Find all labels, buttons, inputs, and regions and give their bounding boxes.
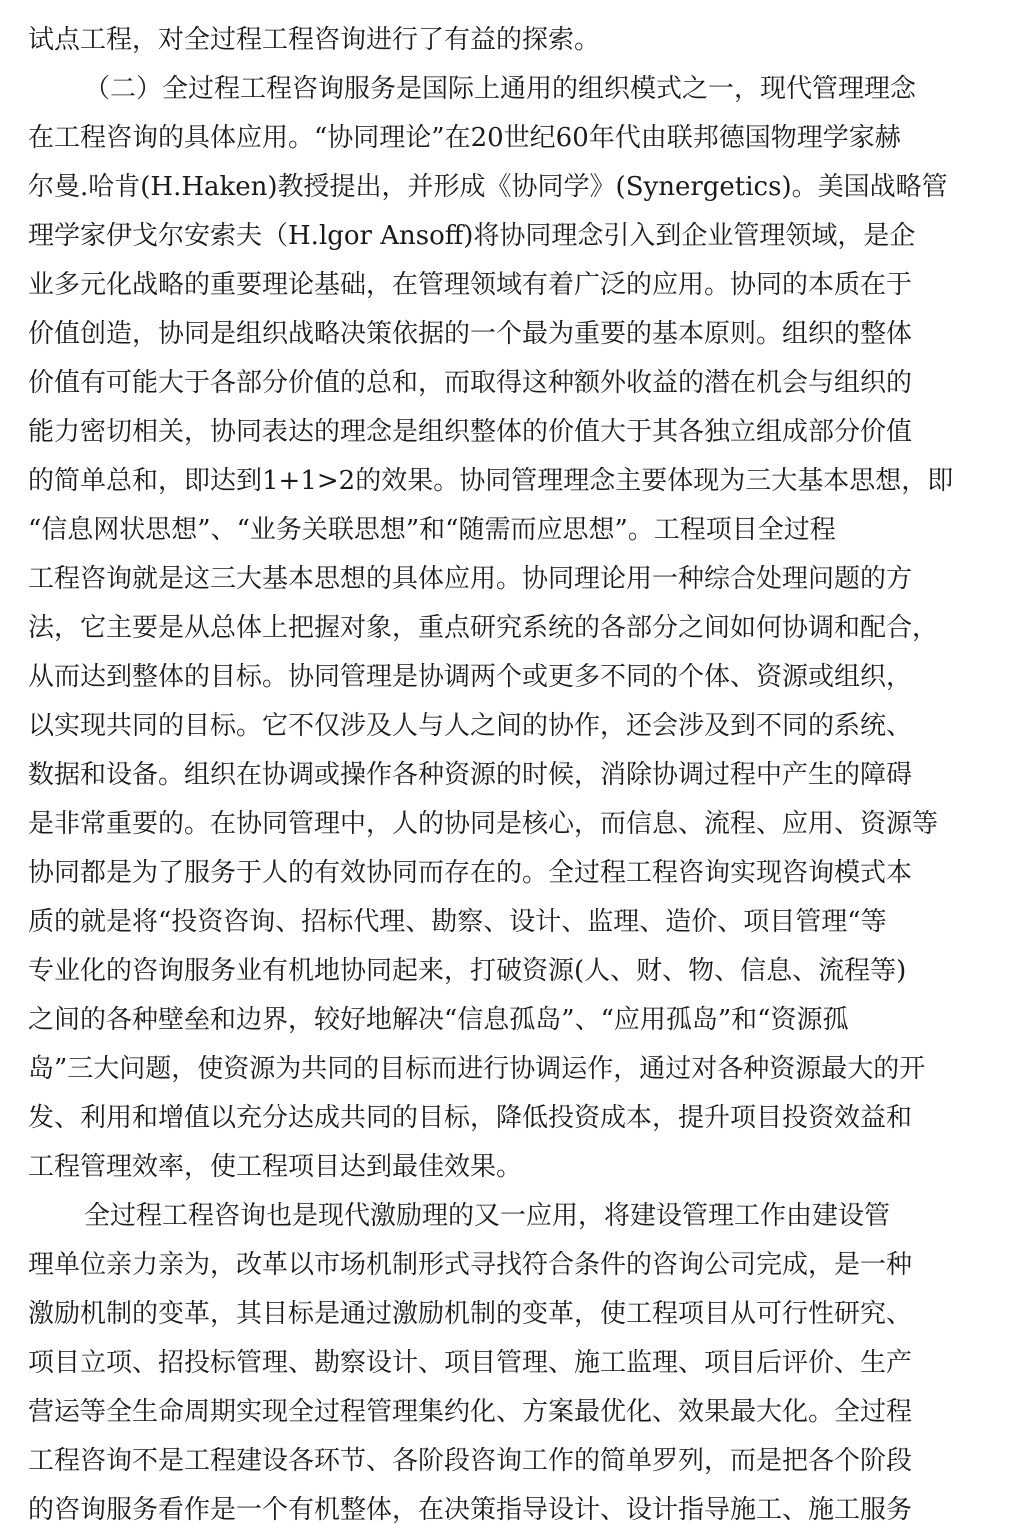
text-line: 试点工程，对全过程工程咨询进行了有益的探索。 [28,25,601,55]
text-line: 的简单总和，即达到1+1>2的效果。协同管理理念主要体现为三大基本思想，即 [28,466,954,496]
text-line: 理学家伊戈尔安索夫（H.lgor Ansoff)将协同理念引入到企业管理领域，是企 [28,221,916,251]
text-line: 以实现共同的目标。它不仅涉及人与人之间的协作，还会涉及到不同的系统、 [28,711,913,741]
text-line: 法，它主要是从总体上把握对象，重点研究系统的各部分之间如何协调和配合， [28,613,939,643]
text-line: 专业化的咨询服务业有机地协同起来，打破资源(人、财、物、信息、流程等) [28,956,907,986]
text-line: 从而达到整体的目标。协同管理是协调两个或更多不同的个体、资源或组织， [28,662,913,692]
text-line: 在工程咨询的具体应用。“协同理论”在20世纪60年代由联邦德国物理学家赫 [28,123,901,153]
text-line: 协同都是为了服务于人的有效协同而存在的。全过程工程咨询实现咨询模式本 [28,858,913,888]
text-line: 工程管理效率，使工程项目达到最佳效果。 [28,1152,523,1182]
text-line: 的咨询服务看作是一个有机整体，在决策指导设计、设计指导施工、施工服务 [28,1495,913,1525]
text-line: 能力密切相关，协同表达的理念是组织整体的价值大于其各独立组成部分价值 [28,417,913,447]
text-line: 业多元化战略的重要理论基础，在管理领域有着广泛的应用。协同的本质在于 [28,270,913,300]
text-line: 是非常重要的。在协同管理中，人的协同是核心，而信息、流程、应用、资源等 [28,809,939,839]
text-line: 项目立项、招投标管理、勘察设计、项目管理、施工监理、项目后评价、生产 [28,1348,913,1378]
text-line: 价值有可能大于各部分价值的总和，而取得这种额外收益的潜在机会与组织的 [28,368,913,398]
text-line: 之间的各种壁垒和边界，较好地解决“信息孤岛”、“应用孤岛”和“资源孤 [28,1005,849,1035]
paragraph-start-line: 全过程工程咨询也是现代激励理的又一应用，将建设管理工作由建设管 [84,1201,891,1231]
text-line: 激励机制的变革，其目标是通过激励机制的变革，使工程项目从可行性研究、 [28,1299,913,1329]
text-line: 理单位亲力亲为，改革以市场机制形式寻找符合条件的咨询公司完成，是一种 [28,1250,913,1280]
text-line: 岛”三大问题，使资源为共同的目标而进行协调运作，通过对各种资源最大的开 [28,1054,926,1084]
text-line: 尔曼.哈肯(H.Haken)教授提出，并形成《协同学》(Synergetics)。美国战略管 [28,172,948,202]
text-line: 发、利用和增值以充分达成共同的目标，降低投资成本，提升项目投资效益和 [28,1103,913,1133]
text-line: “信息网状思想”、“业务关联思想”和“随需而应思想”。工程项目全过程 [28,515,836,545]
text-line: 质的就是将“投资咨询、招标代理、勘察、设计、监理、造价、项目管理“等 [28,907,887,937]
document-page [0,16,1031,1525]
text-line: 工程咨询就是这三大基本思想的具体应用。协同理论用一种综合处理问题的方 [28,564,913,594]
text-line: 数据和设备。组织在协调或操作各种资源的时候，消除协调过程中产生的障碍 [28,760,913,790]
text-line: 营运等全生命周期实现全过程管理集约化、方案最优化、效果最大化。全过程 [28,1397,913,1427]
text-line: 工程咨询不是工程建设各环节、各阶段咨询工作的简单罗列，而是把各个阶段 [28,1446,913,1476]
section-heading-line: （二）全过程工程咨询服务是国际上通用的组织模式之一，现代管理理念 [84,74,917,104]
text-line: 价值创造，协同是组织战略决策依据的一个最为重要的基本原则。组织的整体 [28,319,913,349]
